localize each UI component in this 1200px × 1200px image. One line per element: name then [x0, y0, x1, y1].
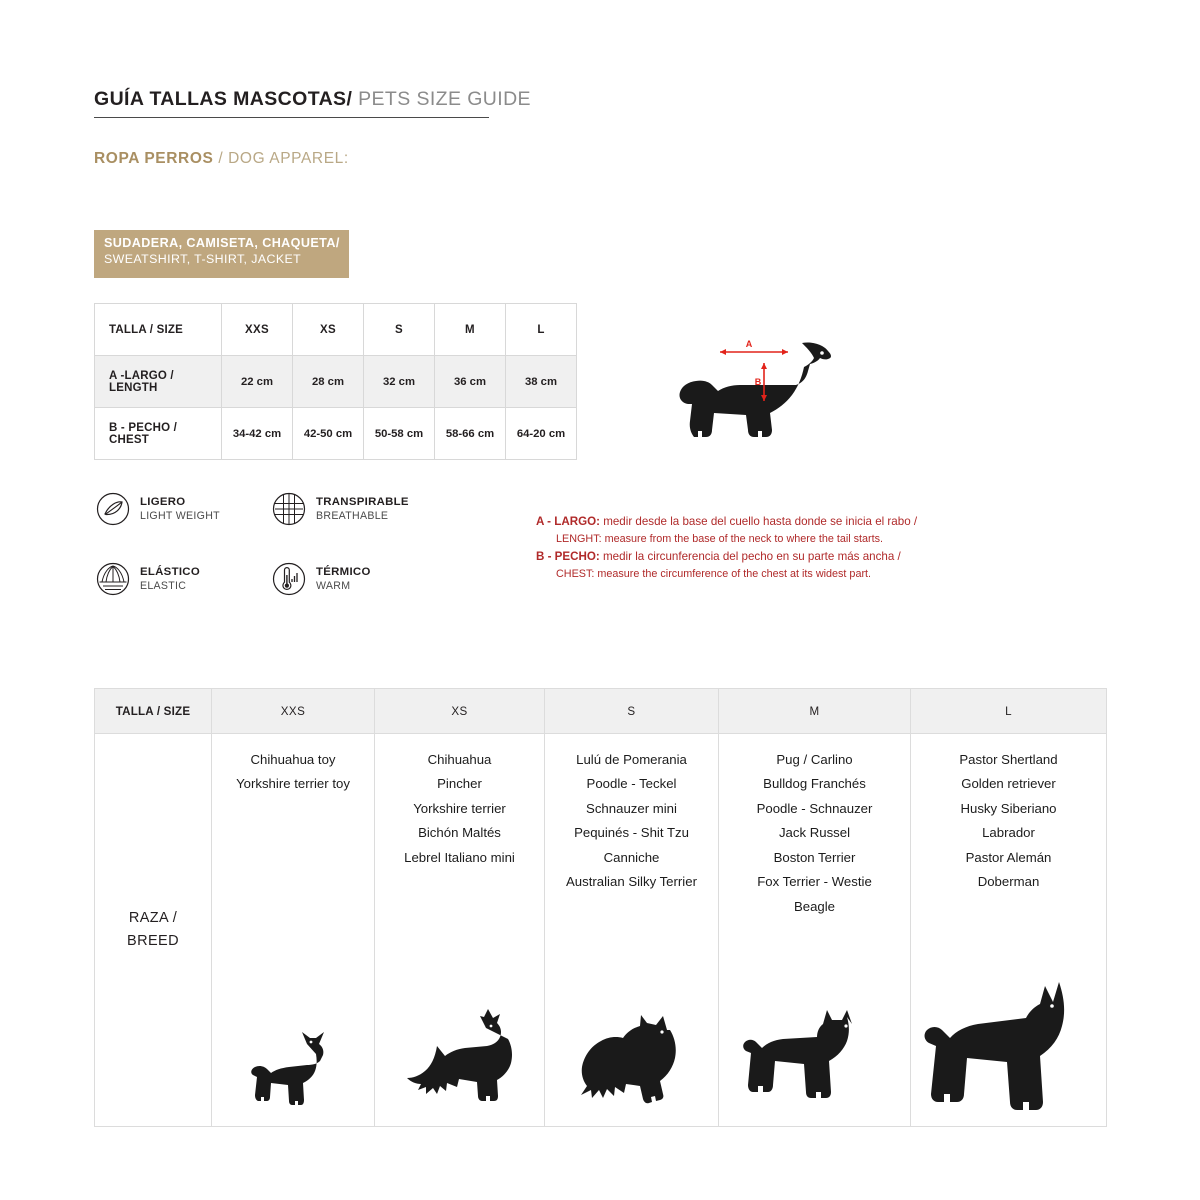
- feature-light-weight: [96, 492, 220, 526]
- row-label-chest: B - PECHO / CHEST: [95, 408, 222, 460]
- garment-type-en: SWEATSHIRT, T-SHIRT, JACKET: [104, 251, 302, 266]
- breed-item: Bulldog Franchés: [763, 776, 866, 792]
- breed-item: Chihuahua: [427, 752, 492, 767]
- feature-warm: [272, 562, 371, 596]
- legend-length-sub: LENGHT: measure from the base of the neck to where the tail starts.: [556, 532, 884, 545]
- section-subtitle-es: ROPA PERROS: [94, 150, 214, 167]
- feature-breathable-text: [316, 495, 409, 522]
- breed-item: Schnauzer mini: [586, 800, 677, 816]
- legend-length-bold: A - LARGO:: [536, 515, 600, 528]
- breed-header-xxs: XXS: [212, 689, 375, 734]
- feature-breathable-es: TRANSPIRABLE: [316, 496, 409, 509]
- breed-item: Beagle: [793, 898, 836, 914]
- table-row-length: [95, 356, 577, 408]
- feature-warm-text: [316, 565, 371, 592]
- elastic-icon: [96, 562, 130, 596]
- chest-xxs: 34-42 cm: [222, 408, 293, 460]
- breed-item: Husky Siberiano: [960, 800, 1057, 816]
- feature-elastic: [96, 562, 200, 596]
- pomeranian-small-silhouette: [375, 1006, 544, 1116]
- breed-item: Labrador: [982, 825, 1035, 841]
- chest-l: 64-20 cm: [506, 408, 577, 460]
- table-row-chest: [95, 408, 577, 460]
- breed-item: Bichón Maltés: [418, 825, 501, 841]
- breed-list-s: [551, 748, 712, 895]
- breed-item: Yorkshire terrier toy: [236, 776, 350, 792]
- breed-list-l: [917, 748, 1100, 895]
- breed-header-xs: XS: [375, 689, 545, 734]
- length-l: 38 cm: [506, 356, 577, 408]
- breed-header-m: M: [719, 689, 911, 734]
- legend-chest-rest: medir la circunferencia del pecho en su parte más ancha /: [599, 549, 901, 563]
- breed-table-header-row: [95, 689, 1107, 734]
- legend-length-line: [536, 513, 966, 531]
- breed-cell-xxs: [212, 734, 375, 1127]
- breed-table-body-row: [95, 734, 1107, 1127]
- breed-item: Pug / Carlino: [776, 752, 853, 767]
- thermometer-icon: [272, 562, 306, 596]
- page-title-es: GUÍA TALLAS MASCOTAS/: [94, 88, 353, 110]
- feather-icon: [96, 492, 130, 526]
- header-size-l: L: [506, 304, 577, 356]
- feature-elastic-es: ELÁSTICO: [140, 566, 200, 579]
- breed-item: Pincher: [437, 776, 482, 792]
- svg-text:A: A: [745, 339, 753, 349]
- breed-item: Lebrel Italiano mini: [404, 849, 515, 865]
- garment-type-es: SUDADERA, CAMISETA, CHAQUETA/: [104, 236, 340, 250]
- spitz-silhouette: [545, 1006, 718, 1116]
- breed-header-size-label: TALLA / SIZE: [95, 689, 212, 734]
- page-title: [94, 88, 531, 118]
- legend-chest-sub: CHEST: measure the circumference of the chest at its widest part.: [556, 567, 872, 580]
- feature-elastic-en: ELASTIC: [140, 579, 187, 592]
- breed-item: Doberman: [977, 874, 1040, 890]
- length-m: 36 cm: [435, 356, 506, 408]
- breed-item: Fox Terrier - Westie: [757, 874, 872, 890]
- feature-warm-en: WARM: [316, 579, 351, 592]
- legend-chest-bold: B - PECHO:: [536, 549, 600, 563]
- breed-row-label-line1: RAZA /: [128, 909, 178, 926]
- breed-cell-s: [545, 734, 719, 1127]
- length-s: 32 cm: [364, 356, 435, 408]
- breed-item: Boston Terrier: [773, 849, 856, 865]
- chihuahua-silhouette: [212, 1016, 374, 1116]
- breed-item: Chihuahua toy: [250, 752, 336, 767]
- breed-cell-xs: [375, 734, 545, 1127]
- length-xxs: 22 cm: [222, 356, 293, 408]
- breed-item: Lulú de Pomerania: [576, 752, 687, 767]
- section-subtitle-en: / DOG APPAREL:: [213, 150, 349, 167]
- breed-row-label-line2: BREED: [127, 933, 179, 949]
- breed-header-s: S: [545, 689, 719, 734]
- dog-silhouette-diagram: [679, 342, 831, 437]
- breed-item: Golden retriever: [961, 776, 1056, 792]
- breed-header-l: L: [911, 689, 1107, 734]
- breed-cell-l: [911, 734, 1107, 1127]
- header-size-xxs: XXS: [222, 304, 293, 356]
- breed-item: Australian Silky Terrier: [566, 874, 697, 890]
- breed-row-label: [95, 907, 211, 953]
- legend-chest-line: [536, 548, 966, 566]
- measurement-diagram: [636, 325, 856, 455]
- feature-breathable-en: BREATHABLE: [316, 509, 389, 522]
- feature-light-weight-en: LIGHT WEIGHT: [140, 509, 220, 522]
- breed-list-xs: [381, 748, 538, 870]
- measurement-table: [94, 303, 577, 460]
- breed-table: [94, 688, 1107, 1127]
- chest-m: 58-66 cm: [435, 408, 506, 460]
- garment-type-banner: [94, 230, 349, 278]
- breed-row-label-cell: [95, 734, 212, 1127]
- breed-item: Pastor Alemán: [965, 849, 1052, 865]
- page-title-en: PETS SIZE GUIDE: [352, 88, 531, 110]
- doberman-silhouette: [911, 976, 1106, 1116]
- svg-text:B: B: [754, 377, 762, 387]
- breed-list-m: [725, 748, 904, 919]
- feature-light-weight-text: [140, 495, 220, 522]
- legend-length-rest: medir desde la base del cuello hasta donde se inicia el rabo /: [599, 515, 918, 528]
- bulldog-silhouette: [719, 1006, 910, 1116]
- header-size-xs: XS: [293, 304, 364, 356]
- header-size-m: M: [435, 304, 506, 356]
- breed-cell-m: [719, 734, 911, 1127]
- breed-item: Pequinés - Shit Tzu: [574, 825, 689, 841]
- section-subtitle: [94, 150, 349, 168]
- feature-elastic-text: [140, 565, 200, 592]
- row-label-length: A -LARGO / LENGTH: [95, 356, 222, 408]
- chest-xs: 42-50 cm: [293, 408, 364, 460]
- breed-item: Poodle - Schnauzer: [756, 800, 873, 816]
- breed-item: Jack Russel: [778, 825, 851, 841]
- length-xs: 28 cm: [293, 356, 364, 408]
- breed-item: Yorkshire terrier: [413, 800, 506, 816]
- feature-light-weight-es: LIGERO: [140, 496, 186, 509]
- measure-a-arrow: [720, 339, 788, 355]
- feature-warm-es: TÉRMICO: [316, 566, 371, 579]
- breed-item: Poodle - Teckel: [586, 776, 677, 792]
- header-size-label: TALLA / SIZE: [95, 304, 222, 356]
- mesh-icon: [272, 492, 306, 526]
- breed-item: Canniche: [603, 849, 660, 865]
- breed-list-xxs: [218, 748, 368, 797]
- feature-breathable: [272, 492, 409, 526]
- chest-s: 50-58 cm: [364, 408, 435, 460]
- measurement-legend: [536, 513, 966, 582]
- header-size-s: S: [364, 304, 435, 356]
- breed-item: Pastor Shertland: [959, 752, 1058, 767]
- table-header-row: [95, 304, 577, 356]
